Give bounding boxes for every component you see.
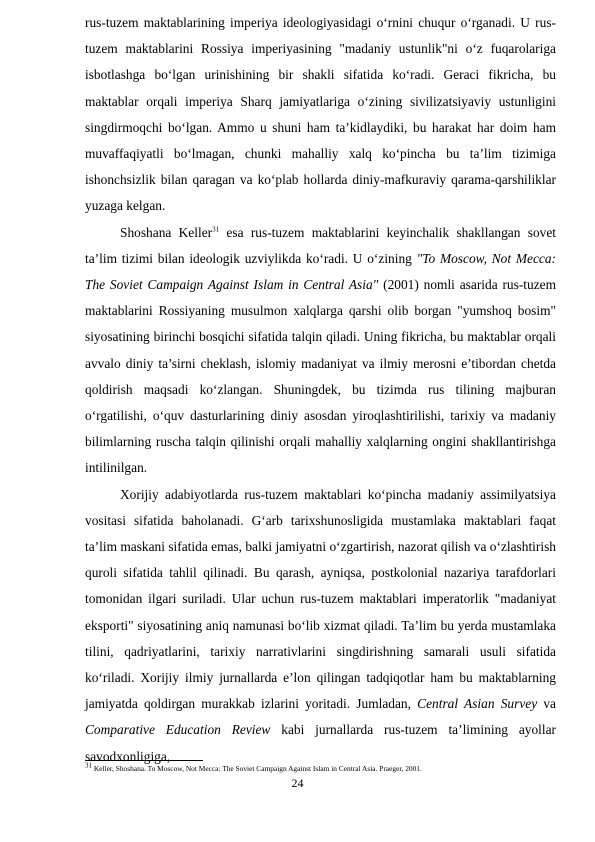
footnote-mark: 31 <box>85 761 92 770</box>
book-title: "To Moscow, Not Mecca: The Soviet Campaign Against Islam in Central Asia" <box>85 250 556 293</box>
journal-title-2: Comparative Education Review <box>85 722 271 738</box>
journal-title-1: Central Asian Survey <box>417 696 538 712</box>
paragraph-3: Xorijiy adabiyotlarda rus-tuzem maktablari ko‘pincha madaniy assimilyatsiya vositasi sifatida baholanadi. G‘arb tarixshunosligida mustamlaka maktablari faqat ta’lim maskani sifatida emas, balki jamiyatni o‘zgartirish, nazorat qilish va o‘zlashtirish quroli sifatida tahlil qilinadi. Bu qarash, ayniqsa, postkolonial nazariya tarafdorlari tomonidan ilgari suriladi. Ular uchun rus-tuzem maktablari imperatorlik "madaniyat eksporti" siyosatining aniq namunasi bo‘lib xizmat qiladi. Ta’lim bu yerda mustamlaka tilini, qadriyatlarini, tarixiy narrativlarini singdirishning samarali usuli sifatida ko‘riladi. Xorijiy ilmiy jurnallarda e’lon qilingan tadqiqotlar ham bu maktablarning jamiyatda qoldirgan murakkab izlarini yoritadi. Jumladan, Central Asian Survey va Comparative Education Review kabi jurnallarda rus-tuzem ta’limining ayollar savodxonligiga, <box>85 486 557 764</box>
footnote-divider <box>85 760 203 761</box>
page-body <box>85 10 556 770</box>
footnote-ref[interactable]: 31 <box>212 225 220 234</box>
footnote-text: Keller, Shoshana. To Moscow, Not Mecca: The Soviet Campaign Against Islam in Central Asia. Praeger, 2001. <box>92 764 422 773</box>
footnote <box>85 761 565 774</box>
page-number: 24 <box>291 776 304 790</box>
paragraph-1: rus-tuzem maktablarining imperiya ideologiyasidagi o‘rnini chuqur o‘rganadi. U rus-tuzem maktablarini Rossiya imperiyasining "madaniy ustunlik"ni o‘z fuqarolariga isbotlashga bo‘lgan urinishining bir shakli sifatida ko‘radi. Geraci fikricha, bu maktablar orqali imperiya Sharq jamiyatlariga o‘zining sivilizatsiyaviy ustunligini singdirmoqchi bo‘lgan. Ammo u shuni ham ta’kidlaydiki, bu harakat har doim ham muvaffaqiyatli bo‘lmagan, chunki mahalliy xalq ko‘pincha bu ta’lim tizimiga ishonchsizlik bilan qaragan va ko‘plab hollarda diniy-mafkuraviy qarama-qarshiliklar yuzaga kelgan. <box>85 15 556 214</box>
paragraph-2: Shoshana Keller$^{31}$ esa rus-tuzem maktablarini keyinchalik shakllangan sovet ta’lim tizimi bilan ideologik uzviylikda ko‘radi. U o‘zining "To Moscow, Not Mecca: The Soviet Campaign Against Islam in Central Asia" (2001) nomli asarida rus-tuzem maktablarini Rossiyaning musulmon xalqlarga qarshi olib borgan "yumshoq bosim" siyosatining birinchi bosqichi sifatida talqin qiladi. Uning fikricha, bu maktablar orqali avvalo diniy ta’sirni cheklash, islomiy madaniyat va ilmiy merosni e’tibordan chetda qoldirish maqsadi ko‘zlangan. Shuningdek, bu tizimda rus tilining majburan o‘rgatilishi, o‘quv dasturlarining diniy asosdan yiroqlashtirilishi, tarixiy va madaniy bilimlarning ruscha talqin qilinishi orqali mahalliy xalqlarning ongini shakllantirishga intilinilgan. <box>85 224 557 476</box>
author-name: Shoshana Keller <box>120 224 213 240</box>
